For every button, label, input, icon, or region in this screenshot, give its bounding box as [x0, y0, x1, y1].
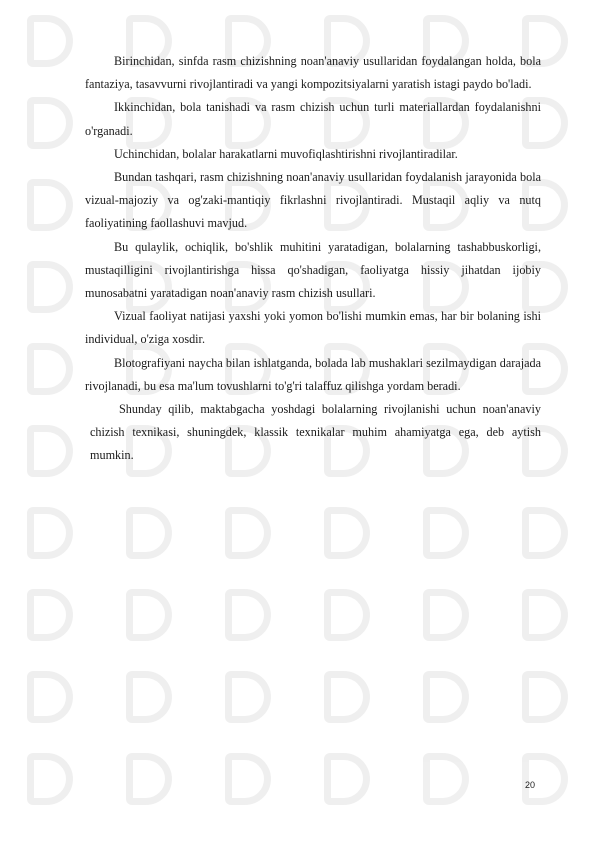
paragraph-birinchidan: Birinchidan, sinfda rasm chizishning noan'anaviy usullaridan foydalangan holda, bola fantaziya, tasavvurni rivojlantiradi va yangi kompozitsiyalarni yaratish istagi paydo bo'ladi. — [85, 54, 541, 92]
paragraph-vizual-faoliyat: Vizual faoliyat natijasi yaxshi yoki yomon bo'lishi mumkin emas, har bir bolaning ishi individual, o'ziga xosdir. — [85, 309, 541, 347]
paragraph-bundan-tashqari: Bundan tashqari, rasm chizishning noan'anaviy usullaridan foydalanish jarayonida bola vizual-majoziy va og'zaki-mantiqiy fikrlashni rivojlantiradi. Mustaqil aqliy va nutq faoliyatining faollashuvi mavjud. — [85, 170, 541, 231]
paragraph-uchinchidan: Uchinchidan, bolalar harakatlarni muvofiqlashtirishni rivojlantiradilar. — [114, 146, 458, 161]
paragraph-ikkinchidan: Ikkinchidan, bola tanishadi va rasm chizish uchun turli materiallardan foydalanishni o'rganadi. — [85, 100, 541, 138]
paragraph-blotografiya: Blotografiyani naycha bilan ishlatganda, bolada lab mushaklari sezilmaydigan darajada rivojlanadi, bu esa ma'lum tovushlarni to'g'ri talaffuz qilishga yordam beradi. — [85, 355, 541, 393]
paragraph-conclusion: Shunday qilib, maktabgacha yoshdagi bolalarning rivojlanishi uchun noan'anaviy chizish texnikasi, shuningdek, klassik texnikalar muhim ahamiyatga ega, deb aytish mumkin. — [90, 402, 541, 463]
page-number: 20 — [525, 780, 536, 790]
document-body — [85, 50, 541, 468]
paragraph-bu-qulaylik: Bu qulaylik, ochiqlik, bo'shlik muhitini yaratadigan, bolalarning tashabbuskorligi, mustaqilligini rivojlantirishga hissa qo'shadigan, faoliyatga hissiy jihatdan ijobiy munosabatni yaratadigan noan'anaviy rasm chizish usullari. — [85, 239, 541, 301]
